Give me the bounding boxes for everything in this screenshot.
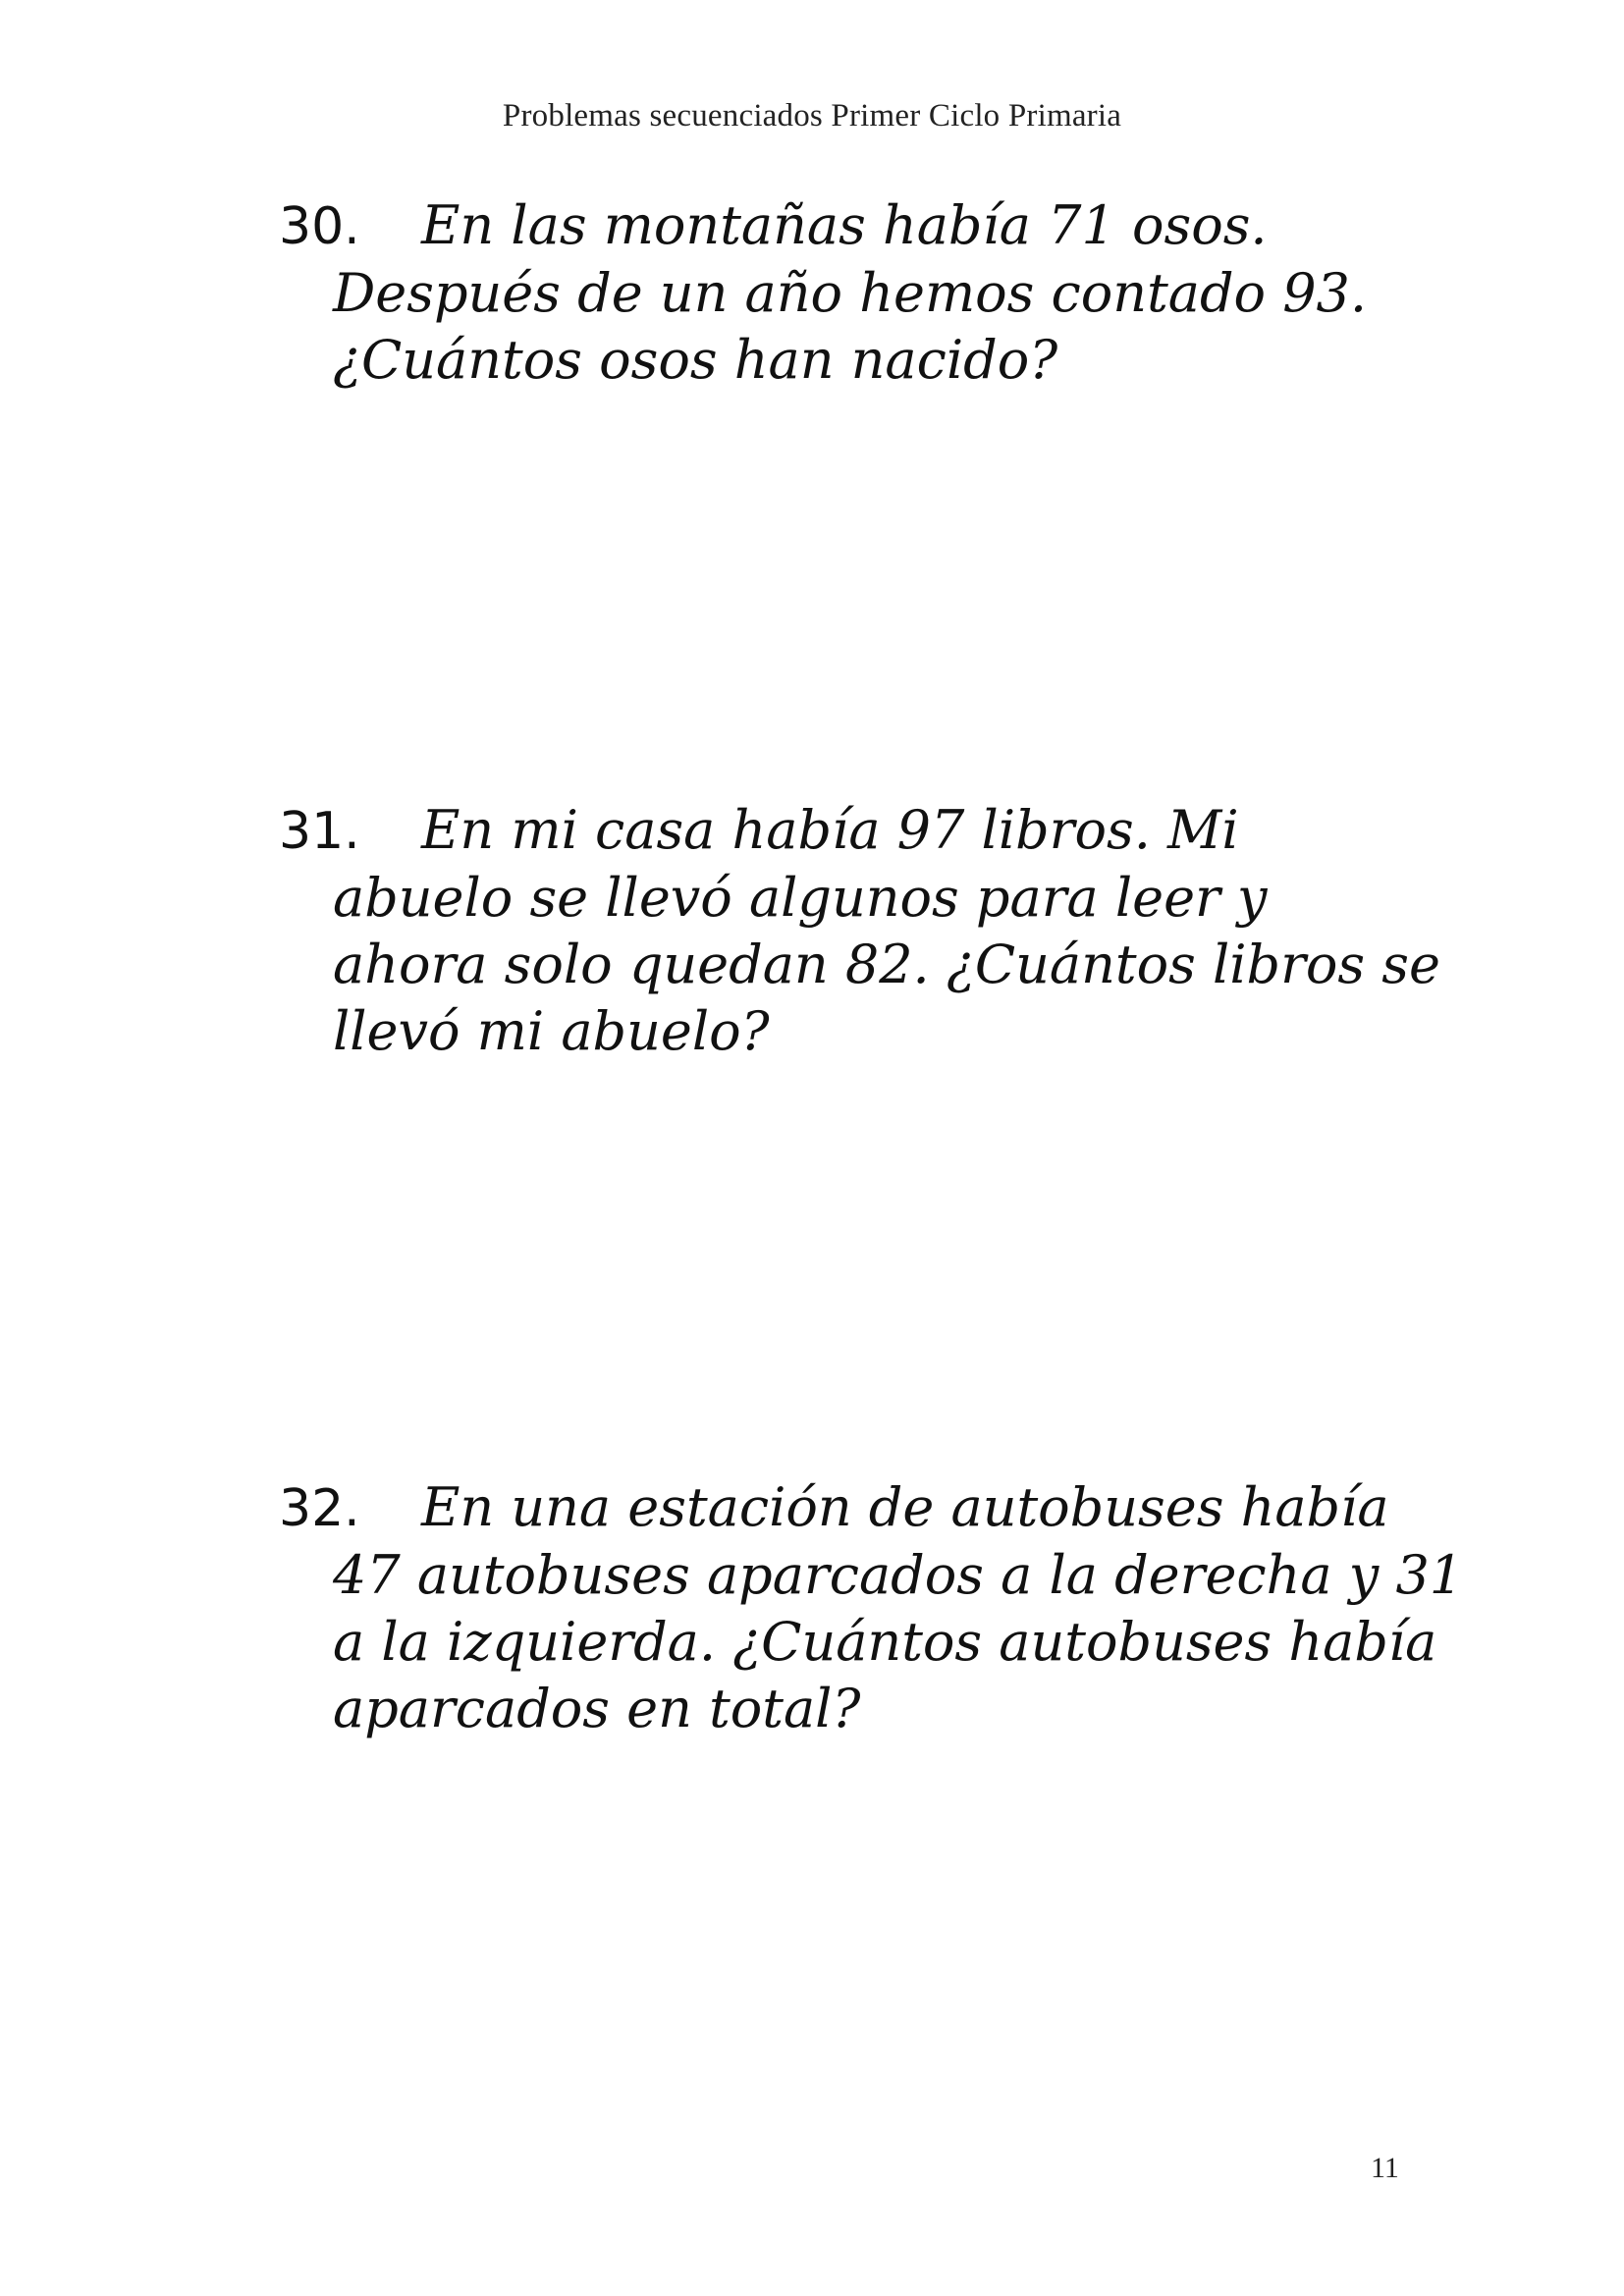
page-number: 11	[1371, 2152, 1399, 2184]
problem-number: 30.	[279, 197, 360, 256]
problem-number: 32.	[279, 1479, 360, 1538]
problem-text: 47 autobuses aparcados a la derecha y 31	[333, 1544, 1464, 1606]
problem-text: abuelo se llevó algunos para leer y	[333, 867, 1268, 929]
problem-text: llevó mi abuelo?	[333, 1000, 770, 1062]
problem-text: ahora solo quedan 82. ¿Cuántos libros se	[333, 934, 1440, 995]
problem-text: Después de un año hemos contado 93.	[333, 262, 1368, 324]
problem-text: aparcados en total?	[333, 1678, 861, 1739]
problem-line	[279, 192, 1408, 260]
problem-30	[279, 192, 1408, 394]
problem-number: 31.	[279, 802, 360, 861]
problem-text: En mi casa había 97 libros. Mi	[421, 799, 1239, 861]
page-header-title: Problemas secuenciados Primer Ciclo Primaria	[502, 98, 1122, 133]
problem-text: En una estación de autobuses había	[421, 1476, 1389, 1538]
problem-text: a la izquierda. ¿Cuántos autobuses había	[333, 1611, 1437, 1673]
problem-line	[279, 797, 1408, 865]
problem-32	[279, 1474, 1464, 1742]
problem-text: ¿Cuántos osos han nacido?	[333, 329, 1058, 391]
problem-line	[279, 1474, 1408, 1542]
problem-text: En las montañas había 71 osos.	[421, 194, 1268, 256]
problem-31	[279, 797, 1440, 1065]
